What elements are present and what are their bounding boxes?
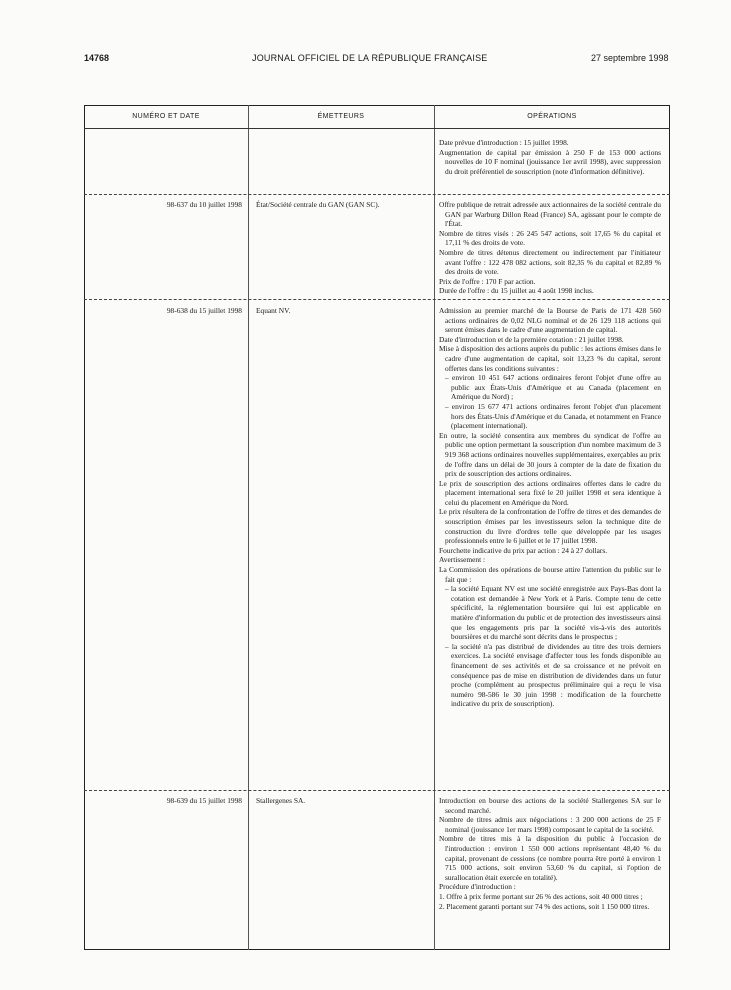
column-divider <box>434 105 435 950</box>
operation-line: Nombre de titres admis aux négociations : 3 200 000 actions de 25 F nominal (jouissance 1er mars 1998) composant le capital de la société. <box>439 815 661 834</box>
operation-line: Procédure d'introduction : <box>439 882 516 892</box>
operation-line: Durée de l'offre : du 15 juillet au 4 août 1998 inclus. <box>439 286 594 296</box>
operation-line: Le prix résultera de la confrontation de l'offre de titres et des demandes de souscription émises par les investisseurs selon la technique dite de construction du livre d'ordres telle que développée par les usages professionnels entre le 6 juillet et le 17 juillet 1998. <box>439 507 661 546</box>
row-divider <box>84 299 670 300</box>
table-row-issuer: Stallergenes SA. <box>256 796 306 805</box>
column-header-number: NUMÉRO ET DATE <box>132 113 200 120</box>
operation-line: – la société Equant NV est une société enregistrée aux Pays-Bas dont la cotation est demandée à New York et à Paris. Compte tenu de cette spécificité, la réglementation boursière qui lui est applicable en matière d'information du public et de protection des investisseurs ainsi que les engagements pris par la société vis-à-vis des autorités boursières et du marché sont décrits dans le prospectus ; <box>445 584 661 642</box>
publication-date: 27 septembre 1998 <box>591 53 669 63</box>
operation-line: Date prévue d'introduction : 15 juillet 1998. <box>439 138 569 147</box>
operation-line: La Commission des opérations de bourse attire l'attention du public sur le fait que : <box>439 565 661 584</box>
journal-title: JOURNAL OFFICIEL DE LA RÉPUBLIQUE FRANÇAISE <box>252 53 488 63</box>
operation-line: Augmentation de capital par émission à 250 F de 153 000 actions nouvelles de 10 F nominal (jouissance 1er avril 1998), avec suppression du droit préférentiel de souscription (note d'information définitive). <box>439 147 661 176</box>
table-row-issuer: État/Société centrale du GAN (GAN SC). <box>256 200 380 209</box>
table-row-number: 98-639 du 15 juillet 1998 <box>166 796 242 805</box>
table-row-number: 98-638 du 15 juillet 1998 <box>166 306 242 315</box>
table-row-issuer: Equant NV. <box>256 306 291 315</box>
row-divider <box>84 790 670 791</box>
operation-line: Fourchette indicative du prix par action : 24 à 27 dollars. <box>439 545 608 555</box>
operation-line: Prix de l'offre : 170 F par action. <box>439 276 536 286</box>
column-header-operations: OPÉRATIONS <box>527 113 577 120</box>
operation-line: En outre, la société consentira aux membres du syndicat de l'offre au public une option permettant la souscription d'un nombre maximum de 3 919 368 actions ordinaires nouvelles supplémentaires, exerçables au prix de l'offre dans un délai de 30 jours à compter de la date de fixation du prix de souscription des actions ordinaires. <box>439 430 661 479</box>
operation-line: Avertissement : <box>439 555 486 565</box>
table-row-number: 98-637 du 10 juillet 1998 <box>166 200 242 209</box>
operation-line: – environ 15 677 471 actions ordinaires feront l'objet d'un placement hors des États-Unis d'Amérique et du Canada, et notamment en France (placement international). <box>445 401 661 431</box>
header-divider <box>84 128 670 129</box>
operation-line: Nombre de titres détenus directement ou indirectement par l'initiateur avant l'offre : 122 478 082 actions, soit 82,35 % du capital et 82,89 % des droits de vote. <box>439 247 661 277</box>
operation-line: 2. Placement garanti portant sur 74 % des actions, soit 1 150 000 titres. <box>439 901 650 911</box>
table-row-operations <box>439 306 661 709</box>
operation-line: Le prix de souscription des actions ordinaires offertes dans le cadre du placement international sera fixé le 20 juillet 1998 et sera identique à celui du placement en Amérique du Nord. <box>439 478 661 507</box>
page-number: 14768 <box>84 53 110 63</box>
operation-line: Mise à disposition des actions auprès du public : les actions émises dans le cadre d'une augmentation de capital, soit 13,23 % du capital, seront offertes dans les conditions suivantes : <box>439 344 661 373</box>
operation-line: Admission au premier marché de la Bourse de Paris de 171 428 560 actions ordinaires de 0,02 NLG nominal et de 26 129 118 actions qui seront émises dans le cadre d'une augmentation de capital. <box>439 306 661 335</box>
column-divider <box>248 105 249 950</box>
row-divider <box>84 194 670 195</box>
table-row-operations <box>439 796 661 911</box>
table-row-operations <box>439 200 661 296</box>
table-row-operations <box>439 138 661 176</box>
operation-line: Offre publique de retrait adressée aux actionnaires de la société centrale du GAN par Warburg Dillon Read (France) SA, agissant pour le compte de l'État. <box>439 200 661 229</box>
column-header-issuers: ÉMETTEURS <box>317 113 365 120</box>
operation-line: Nombre de titres visés : 26 245 547 actions, soit 17,65 % du capital et 17,11 % des droits de vote. <box>439 228 661 248</box>
operation-line: Nombre de titres mis à la disposition du public à l'occasion de l'introduction : environ 1 550 000 actions représentant 48,40 % du capital, provenant de cessions (ce nombre pourra être porté à environ 1 715 000 actions, soit environ 53,60 % du capital, si l'option de surallocation était exercée en totalité). <box>439 834 661 882</box>
operation-line: – la société n'a pas distribué de dividendes au titre des trois derniers exercices. La société envisage d'affecter tous les fonds disponible au financement de ses activités et de sa croissance et ne prévoit en conséquence pas de mise en distribution de dividendes dans un futur proche (complément au prospectus préliminaire qui a reçu le visa numéro 98-586 le 30 juin 1998 : modification de la fourchette indicative du prix de souscription). <box>445 641 661 709</box>
operation-line: 1. Offre à prix ferme portant sur 26 % des actions, soit 40 000 titres ; <box>439 891 643 901</box>
operation-line: Introduction en bourse des actions de la société Stallergenes SA sur le second marché. <box>439 796 661 815</box>
operation-line: – environ 10 451 647 actions ordinaires feront l'objet d'une offre au public aux États-Unis d'Amérique et au Canada (placement en Amérique du Nord) ; <box>445 373 661 402</box>
operation-line: Date d'introduction et de la première cotation : 21 juillet 1998. <box>439 334 624 344</box>
